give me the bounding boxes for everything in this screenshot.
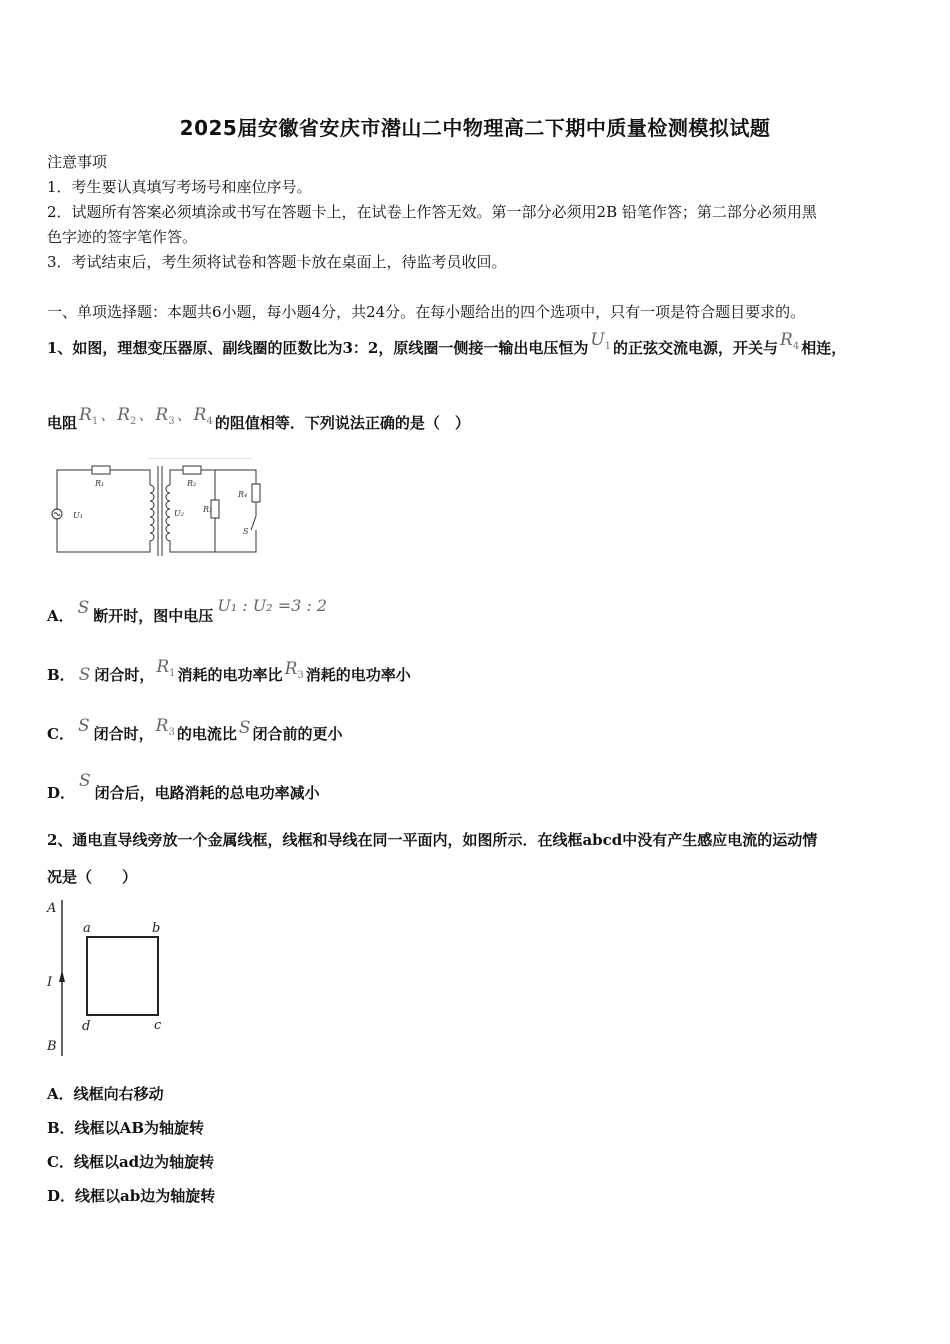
q1-option-b: B． S 闭合时， $R_1$ 消耗的电功率比 $R_3$ 消耗的电功率小 <box>47 657 411 685</box>
note-item: 3．考试结束后，考生须将试卷和答题卡放在桌面上，待监考员收回。 <box>47 253 507 271</box>
label-r1: R₁ <box>95 479 105 488</box>
q2-option-a: A．线框向右移动 <box>47 1085 164 1103</box>
switch-s <box>251 516 256 530</box>
label-a-upper: A <box>47 901 57 916</box>
symbol-r4: $R_4$ <box>193 405 213 427</box>
primary-coil <box>150 485 154 546</box>
section-heading: 一、单项选择题：本题共6小题，每小题4分，共24分。在每小题给出的四个选项中，只有一项是符合题目要求的。 <box>47 303 806 321</box>
transformer-circuit-diagram <box>50 458 275 558</box>
label-d: d <box>82 1019 91 1034</box>
symbol-r3: $R_3$ <box>155 405 175 427</box>
current-arrow-icon <box>59 970 65 982</box>
q2-option-c: C．线框以ad边为轴旋转 <box>47 1153 215 1171</box>
label-r3: R₃ <box>203 505 213 514</box>
label-r4: R₄ <box>238 490 248 499</box>
q1-stem-line2: 电阻 $R_1$ 、 $R_2$ 、 $R_3$ 、 $R_4$ 的阻值相等．下列说法正确的是（ ） <box>47 405 470 432</box>
q2-option-d: D．线框以ab边为轴旋转 <box>47 1187 216 1205</box>
label-r2: R₂ <box>187 479 197 488</box>
q1-option-a: A． S 断开时，图中电压U₁ : U₂ =3 : 2 <box>47 596 328 625</box>
page-title: 2025届安徽省安庆市潜山二中物理高二下期中质量检测模拟试题 <box>179 116 771 140</box>
q2-stem-line1: 2、通电直导线旁放一个金属线框，线框和导线在同一平面内，如图所示．在线框abcd中没有产生感应电流的运动情 <box>47 831 818 849</box>
secondary-coil <box>166 485 170 546</box>
q2-option-b: B．线框以AB为轴旋转 <box>47 1119 204 1137</box>
q1-option-d: D．S闭合后，电路消耗的总电功率减小 <box>47 771 320 802</box>
wire-frame-abcd <box>87 937 158 1015</box>
resistor-r2 <box>183 466 201 474</box>
symbol-u1: $U_1$ <box>590 330 612 352</box>
symbol-r1: $R_1$ <box>79 405 99 427</box>
note-item: 2．试题所有答案必须填涂或书写在答题卡上，在试卷上作答无效。第一部分必须用2B 铅笔作答；第二部分必须用黑 <box>47 203 817 221</box>
label-b: b <box>152 921 161 936</box>
voltage-ratio: U₁ : U₂ =3 : 2 <box>217 596 328 615</box>
label-b-upper: B <box>47 1039 57 1054</box>
label-u1: U₁ <box>73 511 83 520</box>
symbol-r4: $R_4$ <box>780 330 800 352</box>
note-item: 色字迹的签字笔作答。 <box>47 228 198 246</box>
wire-loop-diagram <box>44 896 174 1058</box>
symbol-r2: $R_2$ <box>117 405 137 427</box>
q1-option-c: C． S 闭合时， $R_3$ 的电流比 S 闭合前的更小 <box>47 716 343 743</box>
resistor-r1 <box>92 466 110 474</box>
label-s: S <box>243 527 249 536</box>
note-item: 1．考生要认真填写考场号和座位序号。 <box>47 178 312 196</box>
label-u2: U₂ <box>174 509 184 518</box>
q2-stem-line2: 况是（ ） <box>47 868 138 886</box>
label-c: c <box>154 1018 162 1033</box>
label-current: I <box>47 975 53 990</box>
notes-heading: 注意事项 <box>47 153 108 171</box>
label-a: a <box>83 921 91 936</box>
resistor-r4 <box>252 484 260 502</box>
q1-stem-line1: 1、如图，理想变压器原、副线圈的匝数比为3：2，原线圈一侧接一输出电压恒为 $U_1$ 的正弦交流电源，开关与 $R_4$ 相连， <box>47 330 847 357</box>
